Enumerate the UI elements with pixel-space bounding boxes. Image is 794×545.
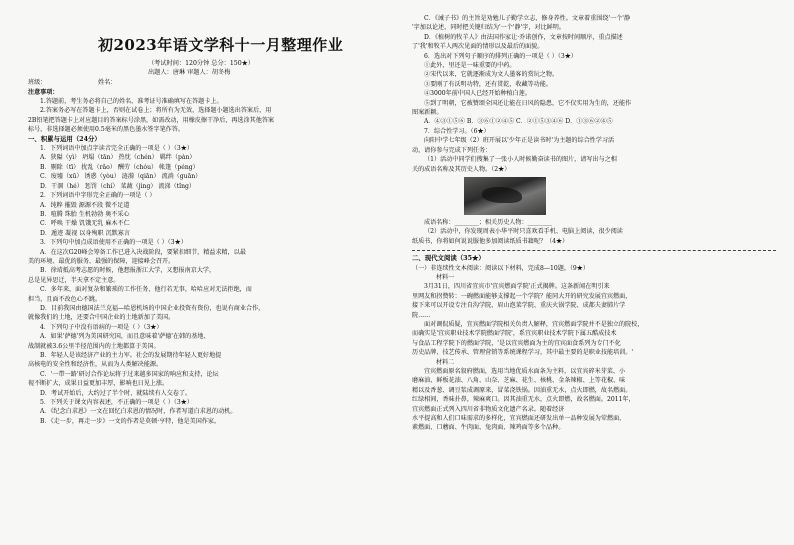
option: 视不断扩大，成果日益更加丰厚，影响也日见上涨。 [28,380,169,388]
sentence-item: 图案新颖。 [412,109,443,117]
option: A．纯粹 摧毁 源源不段 微不足道 [40,201,130,209]
paragraph-line: 宜宾燃面原名叙府燃面，选用当地优质水面条为主料，以宜宾碎米芽菜、小 [424,368,626,375]
paragraph-line: 红绿相间，香味扑鼻，辣麻爽口。因其油重无水，点火即燃，故名燃面。2011年， [412,396,635,404]
option: D．遁迹 凝视 以身殉职 沉默寡言 [40,229,130,237]
option: A．如果'萨德'列为美国研究国，而且意味着'萨德'在韩的基地、 [40,333,210,341]
question-3: 3．下列句中加点成语使用不正确的一项是（ ）（3★） [40,239,187,247]
notice-line: 1.答题前，考生务必将自己的姓名、准考证号准确填写在答题卡上。 [40,98,223,106]
paragraph-line: 精以及香葱、调豆浆成调原来，冒菜浇铁锅。因油重无水，点火即燃，故名燃面。 [412,386,632,394]
section-heading: 一、积累与运用（24分） [28,134,101,143]
option: D．《植树的牧羊人》由法国作家让·乔诺创作，文章按时间顺序，重点描述 [424,33,623,41]
option: 就像我们的土地，还要合中国企业的土地新加了美国。 [28,314,175,322]
sentence-item: ③要刚了有沃明功特，还有贯乾，收藏等功能。 [424,80,552,88]
paragraph-line: 3月31日，四川省宜宾市'宜宾燃面学院'正式揭牌。这条新闻在明引来 [424,283,610,291]
option: 高核电的安全性和经济性，从而为人类解决能源。 [28,361,163,369]
option: 总是见异思迁，半天拿不定主意。 [28,276,120,284]
option: B．剔除（tī） 扰乱（rǎo） 酬劳（chóu） 帐篷（péng） [40,163,199,171]
paragraph-line: 与食品工程学院下的燃面学院，'是以宜宾燃面为主的宜宾面食系列为专门不化 [412,339,621,347]
section-divider [412,250,776,251]
option: B．喧腾 珠胎 生机勃勃 奥不采心 [40,210,130,218]
option: B．《走一步，再走一步》一文的作者是莫顿·亨特，他是美国作家。 [40,417,221,425]
option: B．徐靖抵高考志愿的时候，他想报浙江大学，又想报南京大学， [40,267,216,275]
question-1: 1．下列词语中加点字读音完全正确的一项是（ ）（3★） [40,145,193,153]
right-column [412,14,776,433]
left-column [28,14,388,426]
notice-line: 2B铅笔把答题卡上对应题目的答案标号涂黑，如需改动，用橡皮擦干净后，再选涂其他答案 [28,116,275,124]
option: C．多年来，面对复杂和繁琐的工作任务，他行若无事，哈哈应对无法拒绝，而 [40,286,252,294]
paragraph-line: 而确实是'宜宾职业技术学院燃面学院'，系宜宾职业技术学院下属五酷成技术 [412,330,617,338]
paragraph-line: 面对调侃质疑，宜宾燃面学院相关负责人解释，宜宾燃面学院并不是独立的院校， [424,320,644,328]
option: B．年轻人是该经济产业的主力军。社会的发展期待年轻人更好地提 [40,352,222,359]
question-7: 7．综合性学习。（6★） [424,127,490,135]
option: C．呼唤 干燥 饥饿无乳 麻木不仁 [40,220,130,228]
option: C．'一带一路'研讨合作论坛将于过来越多国家的响应和支持，论坛 [40,370,219,378]
option: C．《诫子书》的主旨是劝勉儿子勤学立志，修身养性。文章着重围绕'一个'静 [424,15,631,22]
option: D．干涸（hé） 惩罚（chí） 菜蔬（jìng） 流涕（tǐng） [40,182,195,190]
paragraph-line: 宜宾燃面正式列入四川省非物质文化遗产名录。随着经济 [412,405,565,413]
part-heading: （一）非连续性文本阅读：阅读以下材料，完成8—10题。（9★） [412,264,589,272]
option: D．目前我国由德国法兰克福—哈恩机场的中国企业投资有资份，也说有商业合作， [40,304,265,312]
sentence-item: ④3000年前中国人已经开始种植白莲。 [424,90,531,98]
option: 了'我'和牧羊人两次见面的情形以及最后的面貌。 [412,43,544,51]
paragraph-line: 接下来可以开设专注自沟学院、眉山泡菜学院、重庆火锅学院、成都夫妻肺片学 [412,302,626,310]
question-6: 6．选出对下列句子顺序的排列正确的一项是（ ）（3★） [424,52,577,60]
answer-line: 成语名称：________；相关历史人物：________ [424,218,552,226]
notice-line: 2.答案务必写在答题卡上，否则在试卷上；将所有为无效，选择题小题选出答案后，用 [40,107,272,115]
page-title: 初2023年语文学科十一月整理作业 [98,36,344,54]
sentence-item: ②宋代以来，它就逐渐成为文人墨客的赏玩之物。 [424,71,559,79]
option: C．废墟（xū） 诱惑（yòu） 涟漪（qiān） 流淌（guān） [40,173,202,181]
paragraph-line: 向阳中学七年级（2）班开展以'少年正是读书时'为主题的综合性学习活 [424,137,615,145]
question-4: 4．下列句子中没有语病的一项是（ ）（3★） [40,323,163,331]
option: 担当，且面不改色心不跳。 [28,295,102,303]
paragraph-line: 素燃面、口蘑面、牛肉面、兔肉面、辣鸡面等多个品种。 [412,424,565,432]
option: A．在这次G20峰会筹备工作已进入决战阶段，要紧扣细节，精益求精，以最 [40,248,246,256]
exam-meta-authors: 出题人：唐琳 审题人：胡冬梅 [148,69,231,77]
option: D．考试开始后，大约过了半个时，就陆续有人交卷了。 [40,389,192,397]
paragraph-line: 磨麻油、鲜板花油、八角、山奈、芝麻、花生、核桃、金条辣椒、上等花椒、味 [412,377,626,385]
paragraph-line: 里网友和拐赞转：一碗燃面能够支撑起一个学院？能同大开的研究发展宜宾燃面， [412,292,632,300]
exam-meta-time: （考试时间：120分钟 总分：150★） [148,60,255,67]
name-label: 姓名： [98,79,117,87]
task-line: （1）活动中同学们搜集了一张小人时候勤奋读书的图片，请写出与之相 [424,156,617,164]
option: A．《纪念白求恩》一文在回忆白求恩的情况时，作者写道白求恩的动机。 [40,408,237,416]
notice-line: 标号，非选择题必须使用0.5毫米的黑色墨水签字笔作答。 [28,126,184,134]
question-5: 5．下列关于课文内容表述，不正确的一项是（ ）（3★） [40,399,193,407]
sentence-item: ⑤到了明朝，它被赞颂全国还让能在日风的隐患，它不仅实用为生的，还能作 [424,99,632,107]
notice-heading: 注意事项： [28,88,59,96]
paragraph-line: 动，请你参与完成下列任务： [412,146,492,154]
option: '字加以论述，同时把关键归结为'一个'静'字，对比鲜明。 [412,24,565,32]
paragraph-line: 历史品牌、技艺传承、管理营销等系统课程学习，其中最主要的是职业技能培训。' [412,349,634,357]
question-2: 2．下列词语中字形完全正确的一项是（ ） [40,192,156,200]
class-label: 班级： [28,78,47,86]
material-heading: 材料一 [436,273,455,281]
task-line: （2）活动中，你发现周表小华平时只喜欢看手机、电脑上阅读，很少阅读 [424,228,623,236]
reading-student-photo [464,177,546,215]
paragraph-line: 水平提高和人们口味需求的多样化，宜宾燃面还研发出单一品种发展为荤燃面、 [412,415,626,423]
paragraph-line: 院…… [412,311,431,319]
material-heading: 材料二 [436,358,455,366]
option: 美的环境、最优的服务、最强的保障，迎接峰会召开。 [28,257,175,265]
option: 战制就被3.6公里半径范围内的土地都算于美国。 [28,342,160,350]
section-heading: 二、现代文阅读（35★） [412,254,485,263]
sentence-item: ①此外，里还是一味重要的中药。 [424,62,516,70]
task-line: 关的成语名称及其历史人物。（2★） [412,165,511,173]
option: A．狭隘（yì） 坍塌（tān） 热忱（chén） 羁绊（pàn） [40,154,196,162]
option: A．④③①⑤⑥ B．③⑥①②④⑤ C．②①⑤③④⑥ D．①③⑥②④⑤ [424,118,613,126]
task-line: 纸质书，你将如何说说服他多加阅读纸质书籍呢？（4★） [412,237,569,245]
